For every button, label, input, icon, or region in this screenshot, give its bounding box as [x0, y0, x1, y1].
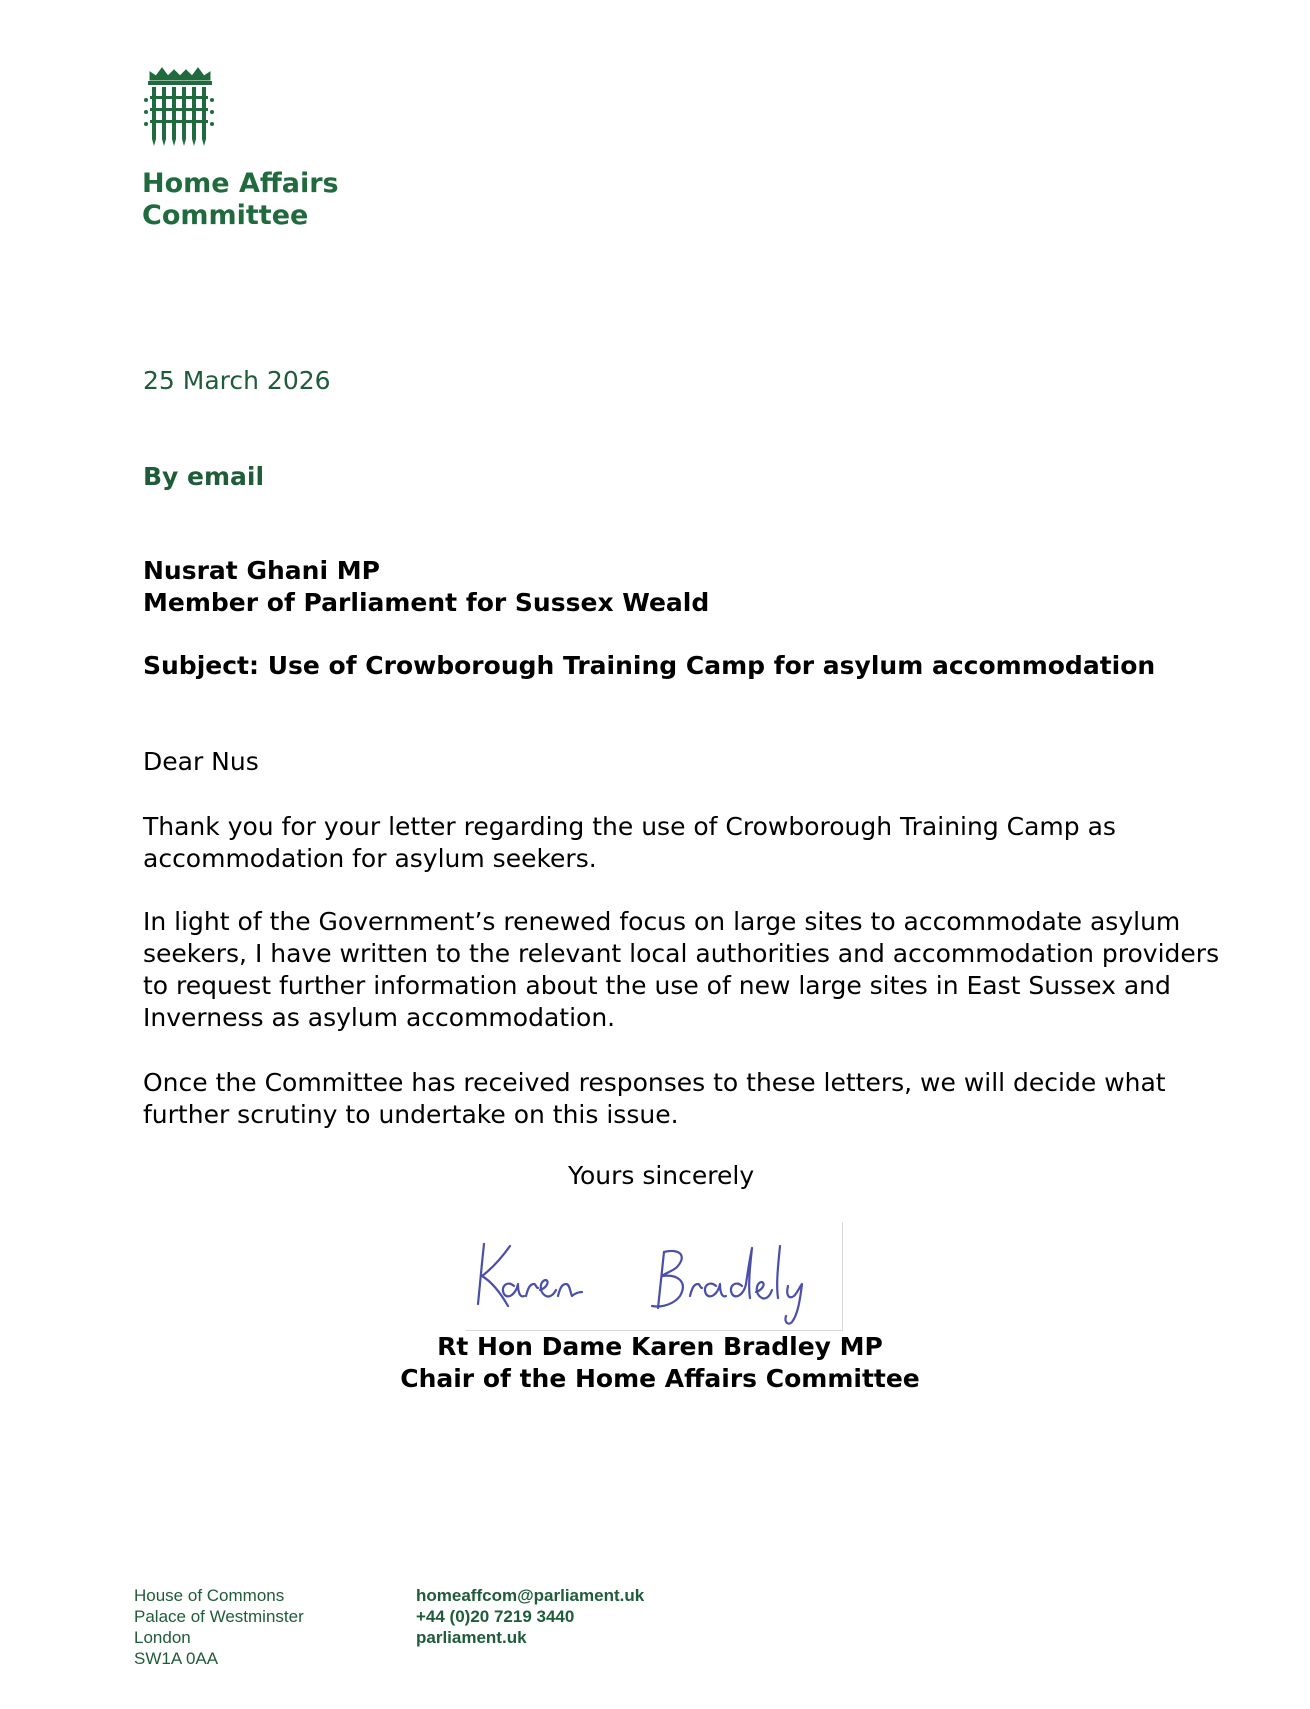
address-line-1: House of Commons [134, 1586, 285, 1605]
recipient-name: Nusrat Ghani MP [143, 556, 380, 585]
body-paragraph-2: In light of the Government’s renewed focus on large sites to accommodate asylum seekers, I have written to the relevant local authorities and accommodation providers to request further information about the use of new large sites in East Sussex and Inverness as asylum accommodation. [143, 907, 1220, 1032]
signer-name: Rt Hon Dame Karen Bradley MP [437, 1332, 883, 1361]
committee-name-line1: Home Affairs [142, 168, 339, 199]
recipient-block [143, 555, 709, 619]
signer-title: Chair of the Home Affairs Committee [400, 1364, 920, 1393]
address-line-3: London [134, 1628, 191, 1647]
committee-name [142, 168, 339, 232]
body-paragraph-1: Thank you for your letter regarding the use of Crowborough Training Camp as accommodation for asylum seekers. [143, 812, 1116, 873]
footer-contact [416, 1585, 644, 1648]
portcullis-logo-icon [144, 66, 216, 148]
footer-email-link[interactable]: homeaffcom@parliament.uk [416, 1586, 645, 1605]
letter-subject: Subject: Use of Crowborough Training Camp for asylum accommodation [143, 651, 1156, 680]
footer-website-link[interactable]: parliament.uk [416, 1628, 527, 1647]
address-line-2: Palace of Westminster [134, 1607, 304, 1626]
closing: Yours sincerely [568, 1161, 755, 1190]
salutation: Dear Nus [143, 747, 259, 776]
committee-name-line2: Committee [142, 200, 309, 231]
address-line-4: SW1A 0AA [134, 1649, 219, 1668]
footer-address [134, 1585, 304, 1669]
delivery-method: By email [143, 462, 265, 491]
letter-date: 25 March 2026 [143, 366, 331, 395]
handwritten-signature [466, 1222, 843, 1331]
signer-block [380, 1331, 940, 1395]
body-paragraph-3: Once the Committee has received responses to these letters, we will decide what further scrutiny to undertake on this issue. [143, 1068, 1166, 1129]
recipient-title: Member of Parliament for Sussex Weald [143, 588, 710, 617]
footer-phone: +44 (0)20 7219 3440 [416, 1607, 575, 1626]
